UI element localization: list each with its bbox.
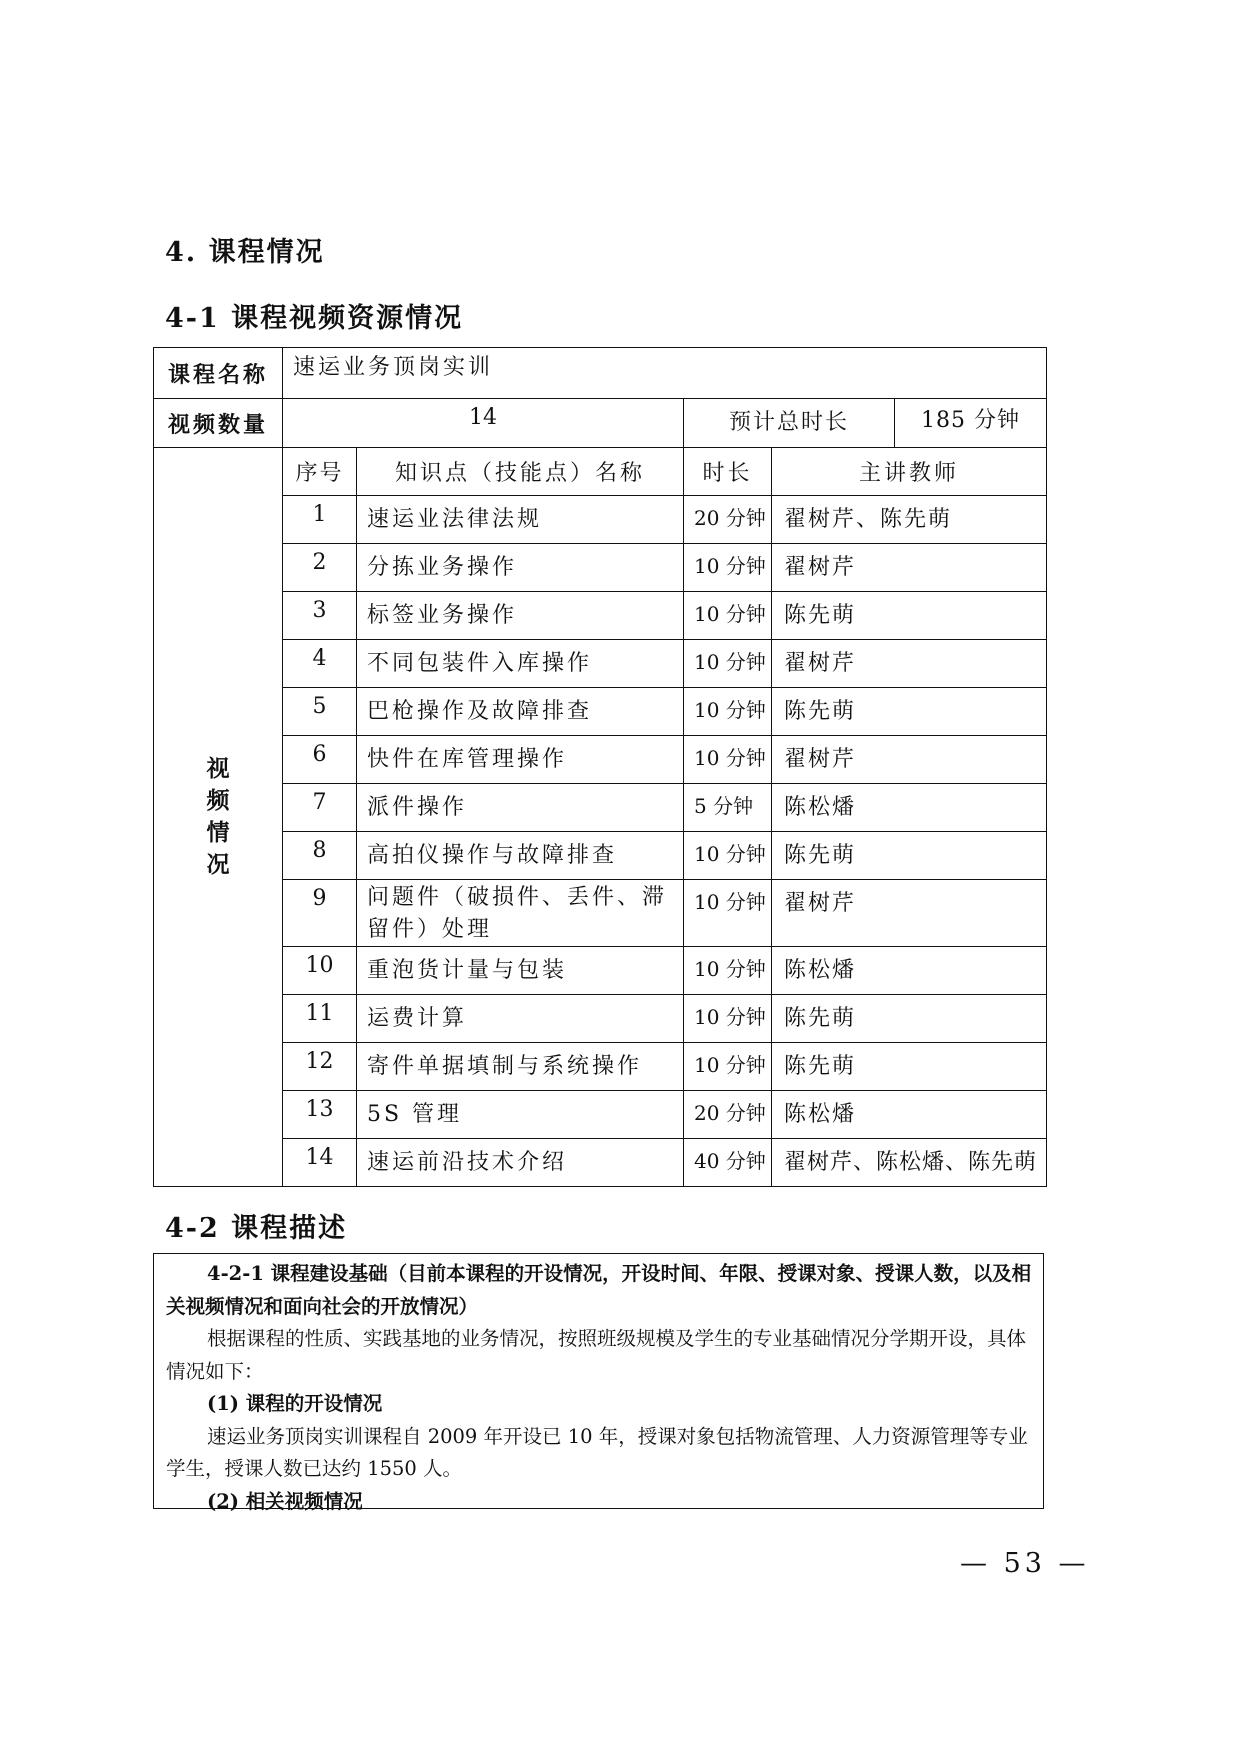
table-row bbox=[154, 995, 1047, 1043]
row-teacher: 翟树芹 bbox=[772, 544, 1047, 592]
table-row bbox=[154, 544, 1047, 592]
row-index: 1 bbox=[283, 496, 357, 544]
row-name: 快件在库管理操作 bbox=[357, 736, 684, 784]
row-duration: 10 分钟 bbox=[684, 544, 772, 592]
total-duration-value: 185 分钟 bbox=[921, 408, 1020, 433]
row-name: 分拣业务操作 bbox=[357, 544, 684, 592]
row-name: 运费计算 bbox=[357, 995, 684, 1043]
course-name-label: 课程名称 bbox=[154, 348, 283, 399]
row-duration: 10 分钟 bbox=[684, 688, 772, 736]
row-index: 2 bbox=[283, 544, 357, 592]
row-teacher: 翟树芹 bbox=[772, 736, 1047, 784]
row-name: 5S 管理 bbox=[357, 1091, 684, 1139]
row-teacher: 陈松燔 bbox=[772, 947, 1047, 995]
table-row bbox=[154, 496, 1047, 544]
row-teacher: 陈先萌 bbox=[772, 688, 1047, 736]
description-paragraph: 根据课程的性质、实践基地的业务情况，按照班级规模及学生的专业基础情况分学期开设，具体情况如下： bbox=[166, 1327, 1027, 1383]
row-index: 11 bbox=[283, 995, 357, 1043]
row-name: 问题件（破损件、丢件、滞留件）处理 bbox=[357, 880, 684, 947]
row-index: 4 bbox=[283, 640, 357, 688]
table-row bbox=[154, 592, 1047, 640]
section-title: 4. 课程情况 bbox=[165, 237, 325, 268]
row-index: 8 bbox=[283, 832, 357, 880]
row-name: 不同包装件入库操作 bbox=[357, 640, 684, 688]
row-index: 10 bbox=[283, 947, 357, 995]
table-row bbox=[154, 1043, 1047, 1091]
row-name: 标签业务操作 bbox=[357, 592, 684, 640]
table-row bbox=[154, 1091, 1047, 1139]
row-index: 13 bbox=[283, 1091, 357, 1139]
row-duration: 10 分钟 bbox=[684, 640, 772, 688]
row-index: 7 bbox=[283, 784, 357, 832]
row-teacher: 陈先萌 bbox=[772, 592, 1047, 640]
row-index: 3 bbox=[283, 592, 357, 640]
row-duration: 10 分钟 bbox=[684, 736, 772, 784]
header-name: 知识点（技能点）名称 bbox=[357, 448, 684, 496]
row-teacher: 陈先萌 bbox=[772, 995, 1047, 1043]
header-teacher: 主讲教师 bbox=[772, 448, 1047, 496]
course-description-box bbox=[153, 1253, 1044, 1513]
row-teacher: 翟树芹、陈松燔、陈先萌 bbox=[772, 1139, 1047, 1187]
row-duration: 10 分钟 bbox=[684, 880, 772, 947]
video-section-label: 视 频 情 况 bbox=[154, 448, 283, 1187]
table-row bbox=[154, 736, 1047, 784]
video-count-label: 视频数量 bbox=[154, 399, 283, 448]
row-teacher: 陈松燔 bbox=[772, 1091, 1047, 1139]
description-heading: 4-2-1 课程建设基础（目前本课程的开设情况，开设时间、年限、授课对象、授课人数，以及相关视频情况和面向社会的开放情况） bbox=[166, 1262, 1032, 1318]
row-teacher: 翟树芹 bbox=[772, 880, 1047, 947]
row-name: 巴枪操作及故障排查 bbox=[357, 688, 684, 736]
column-header-row bbox=[154, 448, 1047, 496]
course-name-row bbox=[154, 348, 1047, 399]
header-duration: 时长 bbox=[684, 448, 772, 496]
row-teacher: 陈先萌 bbox=[772, 832, 1047, 880]
table-row bbox=[154, 1139, 1047, 1187]
row-name: 重泡货计量与包装 bbox=[357, 947, 684, 995]
row-duration: 5 分钟 bbox=[684, 784, 772, 832]
total-duration-label: 预计总时长 bbox=[684, 399, 895, 447]
row-duration: 10 分钟 bbox=[684, 1043, 772, 1091]
row-teacher: 陈松燔 bbox=[772, 784, 1047, 832]
subsection-title-desc: 4-2 课程描述 bbox=[165, 1213, 348, 1244]
row-duration: 40 分钟 bbox=[684, 1139, 772, 1187]
row-name: 速运业法律法规 bbox=[357, 496, 684, 544]
row-index: 6 bbox=[283, 736, 357, 784]
video-resource-table bbox=[153, 347, 1047, 1187]
table-row bbox=[154, 947, 1047, 995]
row-name: 速运前沿技术介绍 bbox=[357, 1139, 684, 1187]
row-name: 寄件单据填制与系统操作 bbox=[357, 1043, 684, 1091]
row-teacher: 翟树芹、陈先萌 bbox=[772, 496, 1047, 544]
row-duration: 20 分钟 bbox=[684, 1091, 772, 1139]
table-row bbox=[154, 784, 1047, 832]
row-duration: 10 分钟 bbox=[684, 832, 772, 880]
description-paragraph: 速运业务顶岗实训课程自 2009 年开设已 10 年，授课对象包括物流管理、人力资源管理等专业学生，授课人数已达约 1550 人。 bbox=[166, 1424, 1028, 1480]
description-subheading: (1) 课程的开设情况 bbox=[207, 1392, 383, 1415]
row-duration: 10 分钟 bbox=[684, 947, 772, 995]
table-row bbox=[154, 880, 1047, 947]
header-index: 序号 bbox=[283, 448, 357, 496]
row-duration: 20 分钟 bbox=[684, 496, 772, 544]
row-teacher: 陈先萌 bbox=[772, 1043, 1047, 1091]
subsection-title-video: 4-1 课程视频资源情况 bbox=[165, 303, 464, 334]
row-index: 12 bbox=[283, 1043, 357, 1091]
row-index: 14 bbox=[283, 1139, 357, 1187]
row-name: 派件操作 bbox=[357, 784, 684, 832]
row-index: 9 bbox=[283, 880, 357, 947]
table-row bbox=[154, 832, 1047, 880]
row-name: 高拍仪操作与故障排查 bbox=[357, 832, 684, 880]
row-teacher: 翟树芹 bbox=[772, 640, 1047, 688]
course-name-value: 速运业务顶岗实训 bbox=[283, 348, 1047, 399]
table-row bbox=[154, 640, 1047, 688]
row-duration: 10 分钟 bbox=[684, 995, 772, 1043]
row-index: 5 bbox=[283, 688, 357, 736]
video-count-row bbox=[154, 399, 1047, 448]
page-number: — 53 — bbox=[960, 1548, 1090, 1579]
row-duration: 10 分钟 bbox=[684, 592, 772, 640]
video-count-value: 14 bbox=[283, 399, 684, 448]
description-subheading: (2) 相关视频情况 bbox=[207, 1489, 363, 1513]
table-row bbox=[154, 688, 1047, 736]
